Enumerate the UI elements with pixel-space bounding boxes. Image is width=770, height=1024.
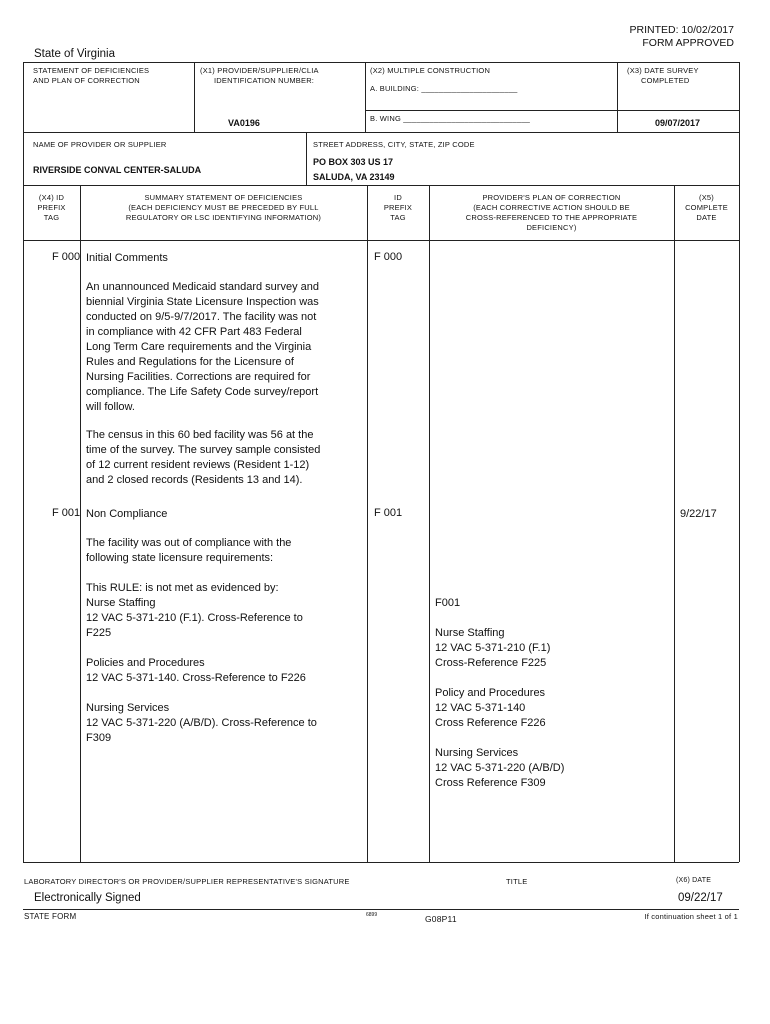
x5-header: (X5) COMPLETE DATE (685, 193, 728, 222)
title-label: TITLE (506, 877, 528, 886)
address-line-1: PO BOX 303 US 17 (313, 157, 394, 167)
id-header: ID PREFIX TAG (383, 193, 413, 222)
entry-paragraph: This RULE: is not met as evidenced by: Nurse Staffing 12 VAC 5-371-210 (F.1). Cross-Reference to F225 Policies and Procedures 12 VAC 5-371-140. Cross-Reference to F226 Nursing Services 12 VAC 5-371-220 (A/B/D). Cross-Reference to F309 (86, 582, 317, 744)
address-line-2: SALUDA, VA 23149 (313, 172, 395, 182)
entry-paragraph: The facility was out of compliance with the following state licensure requirements: (86, 537, 292, 564)
x6-date-label: (X6) DATE (676, 877, 712, 884)
form-id: G08P11 (425, 914, 457, 924)
entry-title-initial: Initial Comments (86, 252, 168, 264)
state-form-label: STATE FORM (24, 912, 77, 921)
plan-header: PROVIDER'S PLAN OF CORRECTION (EACH CORRECTIVE ACTION SHOULD BE CROSS-REFERENCED TO THE APPROPRIATE DEFICIENCY) (465, 193, 638, 232)
wing-label: B. WING _____________________________ (370, 114, 531, 123)
plan-of-correction: F001 Nurse Staffing 12 VAC 5-371-210 (F.1) Cross-Reference F225 Policy and Procedures 12 VAC 5-371-140 Cross Reference F226 Nursing Services 12 VAC 5-371-220 (A/B/D) Cross Reference F309 (435, 597, 565, 789)
printed-date: PRINTED: 10/02/2017 (629, 24, 734, 36)
id-tag-f001: F 001 (374, 507, 403, 519)
x1-label: (X1) PROVIDER/SUPPLIER/CLIA IDENTIFICATION NUMBER: (200, 66, 319, 85)
tag-f000: F 000 (52, 251, 81, 263)
provider-id: VA0196 (228, 118, 260, 128)
form-code: 6899 (366, 912, 378, 918)
statement-label: STATEMENT OF DEFICIENCIES AND PLAN OF CORRECTION (33, 66, 150, 85)
complete-date: 9/22/17 (680, 508, 717, 520)
provider-name-label: NAME OF PROVIDER OR SUPPLIER (33, 140, 167, 149)
address-label: STREET ADDRESS, CITY, STATE, ZIP CODE (313, 140, 475, 149)
continuation-sheet: If continuation sheet 1 of 1 (644, 912, 738, 921)
entry-title-noncompliance: Non Compliance (86, 508, 168, 520)
entry-paragraph: An unannounced Medicaid standard survey and biennial Virginia State Licensure Inspection was conducted on 9/5-9/7/2017. The facility was not in compliance with 42 CFR Part 483 Federal Long Term Care requirements and the Virginia Rules and Regulations for the Licensure of Nursing Facilities. Corrections are required for compliance. The Life Safety Code survey/report will follow. (86, 281, 319, 413)
survey-date: 09/07/2017 (655, 118, 701, 128)
x4-header: (X4) ID PREFIX TAG (37, 193, 66, 222)
building-label: A. BUILDING: ______________________ (370, 84, 518, 93)
summary-header: SUMMARY STATEMENT OF DEFICIENCIES (EACH DEFICIENCY MUST BE PRECEDED BY FULL REGULATORY OR LSC IDENTIFYING INFORMATION) (125, 193, 322, 222)
form-approved: FORM APPROVED (642, 37, 734, 49)
id-tag-f000: F 000 (374, 251, 403, 263)
signature-date: 09/22/17 (678, 892, 723, 904)
signature-label: LABORATORY DIRECTOR'S OR PROVIDER/SUPPLIER REPRESENTATIVE'S SIGNATURE (24, 877, 350, 886)
x3-label: (X3) DATE SURVEY COMPLETED (627, 66, 699, 85)
signature-value: Electronically Signed (34, 892, 141, 904)
state-title: State of Virginia (34, 48, 115, 60)
x2-label: (X2) MULTIPLE CONSTRUCTION (370, 66, 491, 75)
entry-paragraph: The census in this 60 bed facility was 56 at the time of the survey. The survey sample consisted of 12 current resident reviews (Resident 1-12) and 2 closed records (Residents 13 and 14). (86, 429, 321, 486)
tag-f001: F 001 (52, 507, 81, 519)
provider-name: RIVERSIDE CONVAL CENTER-SALUDA (33, 165, 202, 175)
